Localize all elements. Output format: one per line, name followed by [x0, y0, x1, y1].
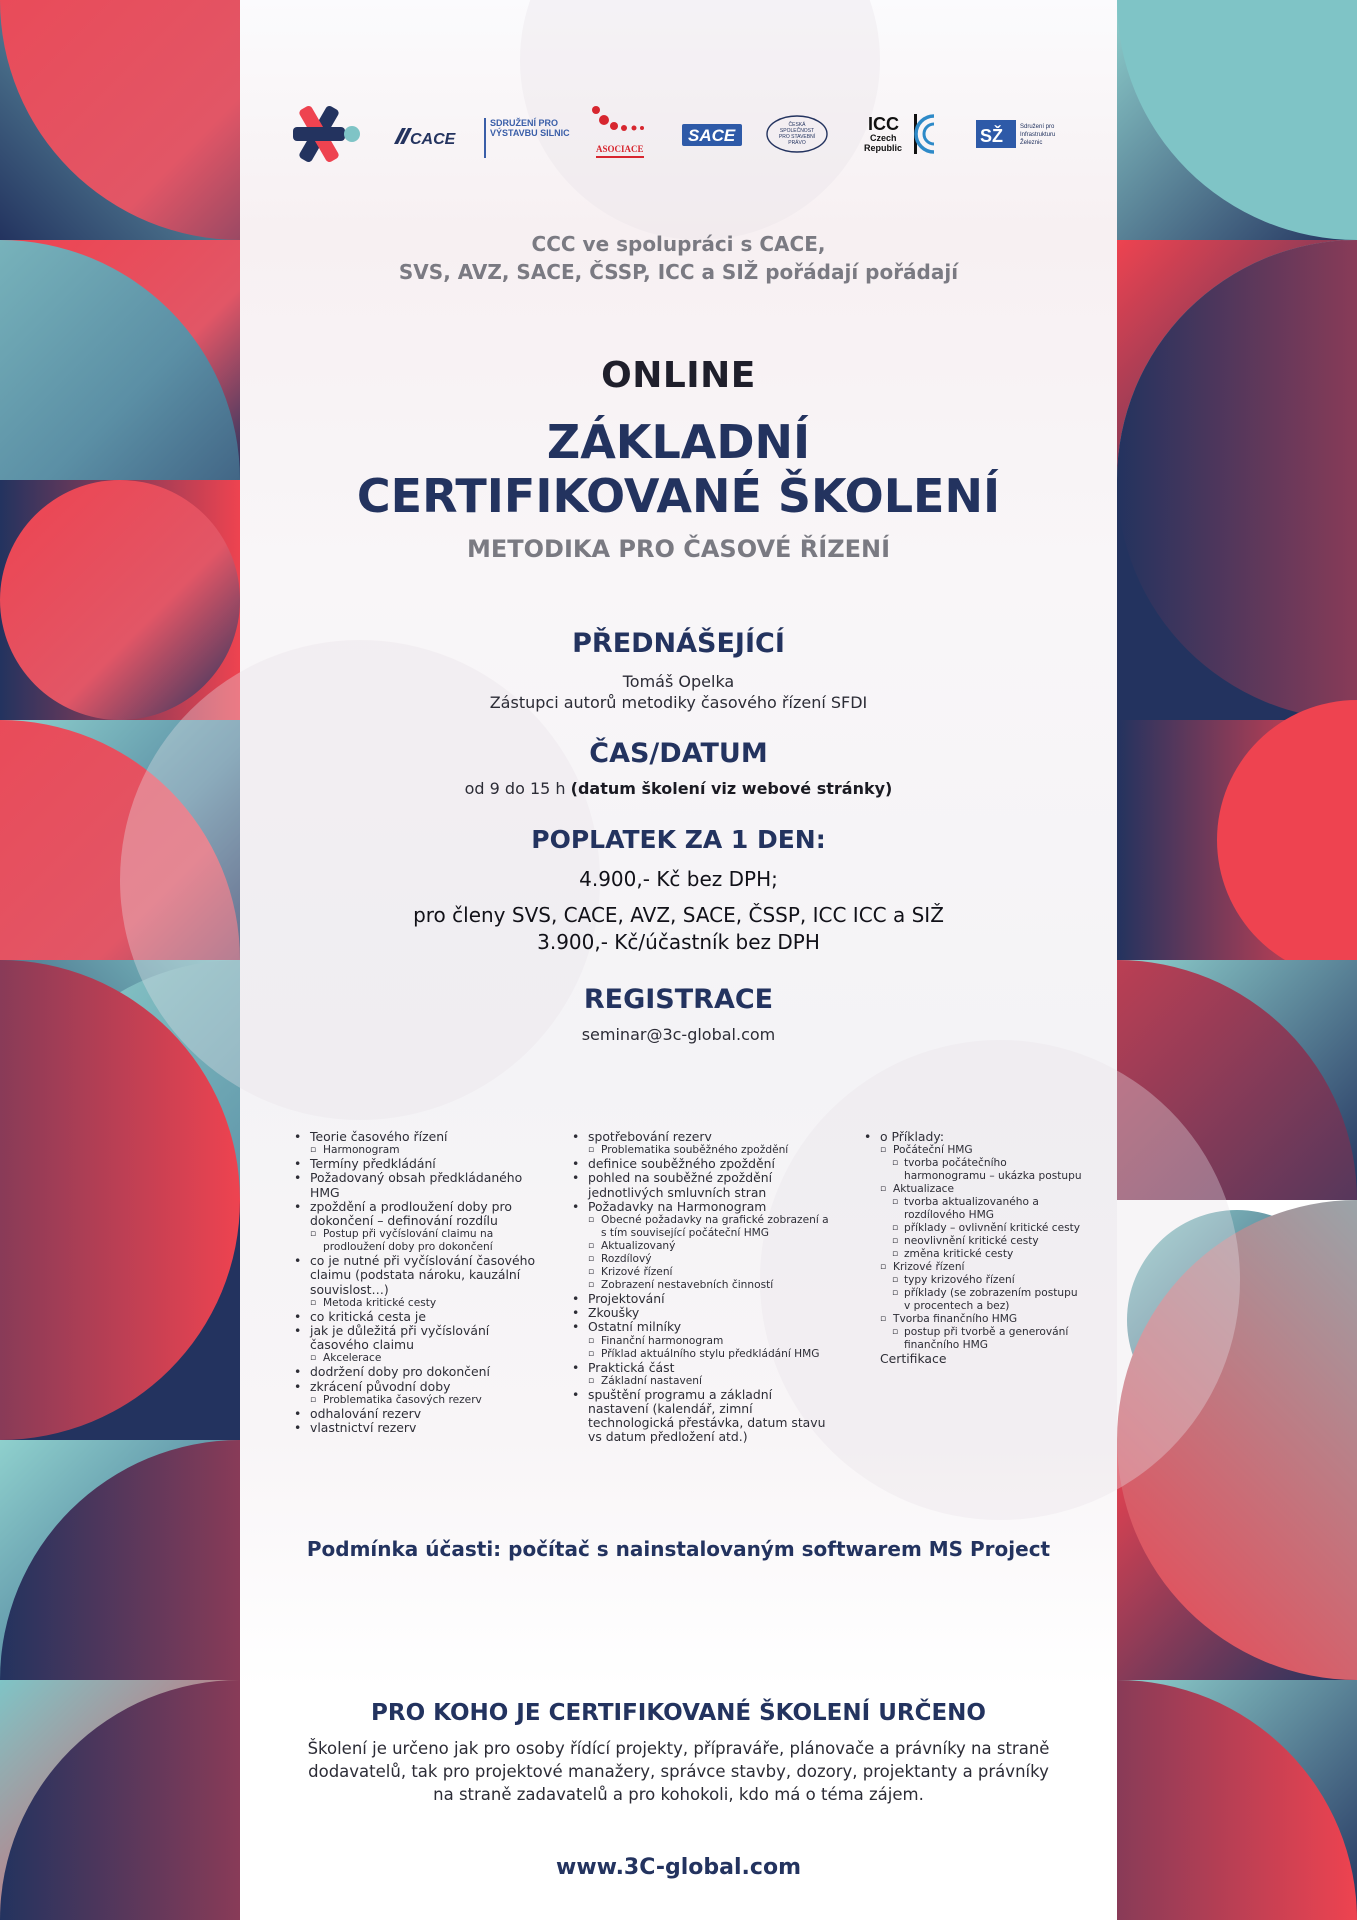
curriculum-item: • Ostatní milníky: [568, 1320, 830, 1334]
curriculum-item: ▫ Zobrazení nestavebních činností: [568, 1279, 830, 1292]
svs-logo: SDRUŽENÍ PRO VÝSTAVBU SILNIC: [484, 118, 580, 158]
svg-text:Železnic: Železnic: [1020, 140, 1043, 146]
curriculum-item: • o Příklady:: [860, 1130, 1082, 1144]
curriculum-item: ▫ Harmonogram: [290, 1144, 540, 1157]
curriculum-item: ▫ postup při tvorbě a generování finančního HMG: [860, 1326, 1082, 1352]
audience-heading: PRO KOHO JE CERTIFIKOVANÉ ŠKOLENÍ URČENO: [371, 1700, 986, 1726]
curriculum-item: Certifikace: [880, 1351, 947, 1367]
curriculum-item: ▫ příklady (se zobrazením postupu v procentech a bez): [860, 1287, 1082, 1313]
intro-line-1: CCC ve spolupráci s CACE,: [531, 232, 826, 256]
curriculum-item: ▫ typy krizového řízení: [860, 1274, 1082, 1287]
curriculum-item: ▫ změna kritické cesty: [860, 1248, 1082, 1261]
website-link[interactable]: www.3C-global.com: [556, 1855, 801, 1880]
registration-email[interactable]: seminar@3c-global.com: [581, 1025, 776, 1044]
fee-heading: POPLATEK ZA 1 DEN:: [531, 825, 826, 854]
curriculum-item: • spotřebování rezerv: [568, 1130, 830, 1144]
fee-members: pro členy SVS, CACE, AVZ, SACE, ČSSP, ICC ICC a SIŽ: [413, 903, 944, 927]
curriculum-item: • Termíny předkládání: [290, 1157, 540, 1171]
curriculum-item: • definice souběžného zpoždění: [568, 1157, 830, 1171]
svg-text:Czech: Czech: [870, 133, 897, 143]
curriculum-item: ▫ Příklad aktuálního stylu předkládání HMG: [568, 1348, 830, 1361]
intro-line-2: SVS, AVZ, SACE, ČSSP, ICC a SIŽ pořádají pořádají: [398, 260, 959, 284]
svg-text:SPOLEČNOST: SPOLEČNOST: [779, 128, 815, 134]
curriculum-item: ▫ Aktualizovaný: [568, 1240, 830, 1253]
online-label: ONLINE: [601, 355, 756, 396]
curriculum-item: • co kritická cesta je: [290, 1310, 540, 1324]
curriculum-item: • vlastnictví rezerv: [290, 1421, 540, 1435]
right-pattern: [1117, 0, 1357, 1920]
svg-text:Sdružení pro: Sdružení pro: [1020, 124, 1055, 130]
curriculum-item: • Požadavky na Harmonogram: [568, 1200, 830, 1214]
curriculum-item: • pohled na souběžné zpoždění jednotlivých smluvních stran: [568, 1171, 830, 1199]
curriculum-item: ▫ Rozdílový: [568, 1253, 830, 1266]
time-heading: ČAS/DATUM: [589, 738, 768, 769]
svg-text:ČESKÁ: ČESKÁ: [788, 122, 806, 128]
svg-text:SŽ: SŽ: [980, 126, 1004, 146]
partner-logos: [288, 98, 1068, 173]
curriculum-item: ▫ Aktualizace: [860, 1183, 1082, 1196]
participation-condition: Podmínka účasti: počítač s nainstalovaným softwarem MS Project: [306, 1537, 1051, 1561]
curriculum-column-3: [860, 1130, 1082, 1366]
curriculum-item: • Požadovaný obsah předkládaného HMG: [290, 1171, 540, 1199]
curriculum-item: • jak je důležitá při vyčíslování časového claimu: [290, 1324, 540, 1352]
curriculum-item: ▫ Metoda kritické cesty: [290, 1297, 540, 1310]
icc-logo: [864, 98, 954, 173]
audience-text: [240, 1737, 1117, 1806]
curriculum-item: ▫ tvorba aktualizovaného a rozdílového HMG: [860, 1196, 1082, 1222]
content-panel: [240, 0, 1117, 1920]
svg-text:PRO STAVEBNÍ: PRO STAVEBNÍ: [778, 134, 816, 140]
curriculum-item: • Teorie časového řízení: [290, 1130, 540, 1144]
avz-logo: [586, 98, 656, 173]
cssp-logo: [764, 98, 834, 173]
svg-text:ICC: ICC: [868, 114, 899, 134]
intro-text: [240, 230, 1117, 286]
lecturers-heading: PŘEDNÁŠEJÍCÍ: [572, 628, 785, 659]
ccc-logo: [288, 98, 368, 173]
svg-text:Infrastrukturu: Infrastrukturu: [1020, 132, 1056, 138]
curriculum-item: ▫ Základní nastavení: [568, 1375, 830, 1388]
curriculum-item: ▫ neovlivnění kritické cesty: [860, 1235, 1082, 1248]
curriculum-item: • zkrácení původní doby: [290, 1380, 540, 1394]
svg-text:Republic: Republic: [864, 143, 903, 153]
svg-text:ASOCIACE: ASOCIACE: [596, 144, 644, 154]
time-text: [240, 779, 1117, 799]
audience-line-2: dodavatelů, tak pro projektové manažery, správce stavby, dozory, projektanty a právníky: [308, 1762, 1049, 1781]
curriculum-item: ▫ Počáteční HMG: [860, 1144, 1082, 1157]
curriculum-item: ▫ Krizové řízení: [568, 1266, 830, 1279]
curriculum-column-1: [290, 1130, 540, 1435]
fee-member-price: 3.900,- Kč/účastník bez DPH: [537, 930, 820, 954]
curriculum-item: ▫ Postup při vyčíslování claimu na prodloužení doby pro dokončení: [290, 1228, 540, 1254]
curriculum-item: ▫ Problematika souběžného zpoždění: [568, 1144, 830, 1157]
time-hours: od 9 do 15 h: [464, 779, 566, 798]
siz-logo: [976, 98, 1068, 173]
right-decoration: [1117, 0, 1357, 1920]
title-line-1: ZÁKLADNÍ: [546, 415, 811, 469]
cace-logo: [390, 98, 460, 173]
curriculum-item: • odhalování rezerv: [290, 1407, 540, 1421]
curriculum-item: ▫ Finanční harmonogram: [568, 1335, 830, 1348]
curriculum-item: ▫ Tvorba finančního HMG: [860, 1313, 1082, 1326]
curriculum-item: ▫ tvorba počátečního harmonogramu – ukázka postupu: [860, 1157, 1082, 1183]
svg-text:CACE: CACE: [410, 131, 456, 148]
curriculum-item: • dodržení doby pro dokončení: [290, 1365, 540, 1379]
curriculum-item: ▫ Problematika časových rezerv: [290, 1394, 540, 1407]
svg-text:SACE: SACE: [688, 126, 736, 145]
curriculum-item: • Projektování: [568, 1292, 830, 1306]
curriculum-item: • spuštění programu a základní nastavení (kalendář, zimní technologická přestávka, datum stavu vs datum předložení atd.): [568, 1388, 830, 1445]
curriculum-item: • Zkoušky: [568, 1306, 830, 1320]
lecturer-note: Zástupci autorů metodiky časového řízení SFDI: [489, 693, 868, 712]
curriculum-item: ▫ příklady – ovlivnění kritické cesty: [860, 1222, 1082, 1235]
lecturer-name: Tomáš Opelka: [622, 672, 735, 691]
curriculum-item: ▫ Obecné požadavky na grafické zobrazení a s tím související počáteční HMG: [568, 1214, 830, 1240]
audience-line-1: Školení je určeno jak pro osoby řídící projekty, přípraváře, plánovače a právníky na straně: [307, 1739, 1050, 1758]
time-note: (datum školení viz webové stránky): [570, 779, 893, 798]
curriculum-item: ▫ Akcelerace: [290, 1352, 540, 1365]
audience-line-3: na straně zadavatelů a pro kohokoli, kdo má o téma zájem.: [433, 1785, 924, 1804]
curriculum-item: • co je nutné při vyčíslování časového claimu (podstata nároku, kauzální souvislost…): [290, 1254, 540, 1297]
svg-text:PRÁVO: PRÁVO: [788, 140, 806, 146]
curriculum-column-2: [568, 1130, 830, 1445]
subtitle: METODIKA PRO ČASOVÉ ŘÍZENÍ: [466, 535, 891, 563]
sace-logo: [678, 98, 748, 173]
registration-heading: REGISTRACE: [583, 984, 774, 1015]
fee-standard: 4.900,- Kč bez DPH;: [579, 867, 778, 891]
title-line-2: CERTIFIKOVANÉ ŠKOLENÍ: [356, 469, 1001, 523]
curriculum-item: ▫ Krizové řízení: [860, 1261, 1082, 1274]
curriculum-item: • zpoždění a prodloužení doby pro dokončení – definování rozdílu: [290, 1200, 540, 1228]
curriculum-item: • Praktická část: [568, 1361, 830, 1375]
